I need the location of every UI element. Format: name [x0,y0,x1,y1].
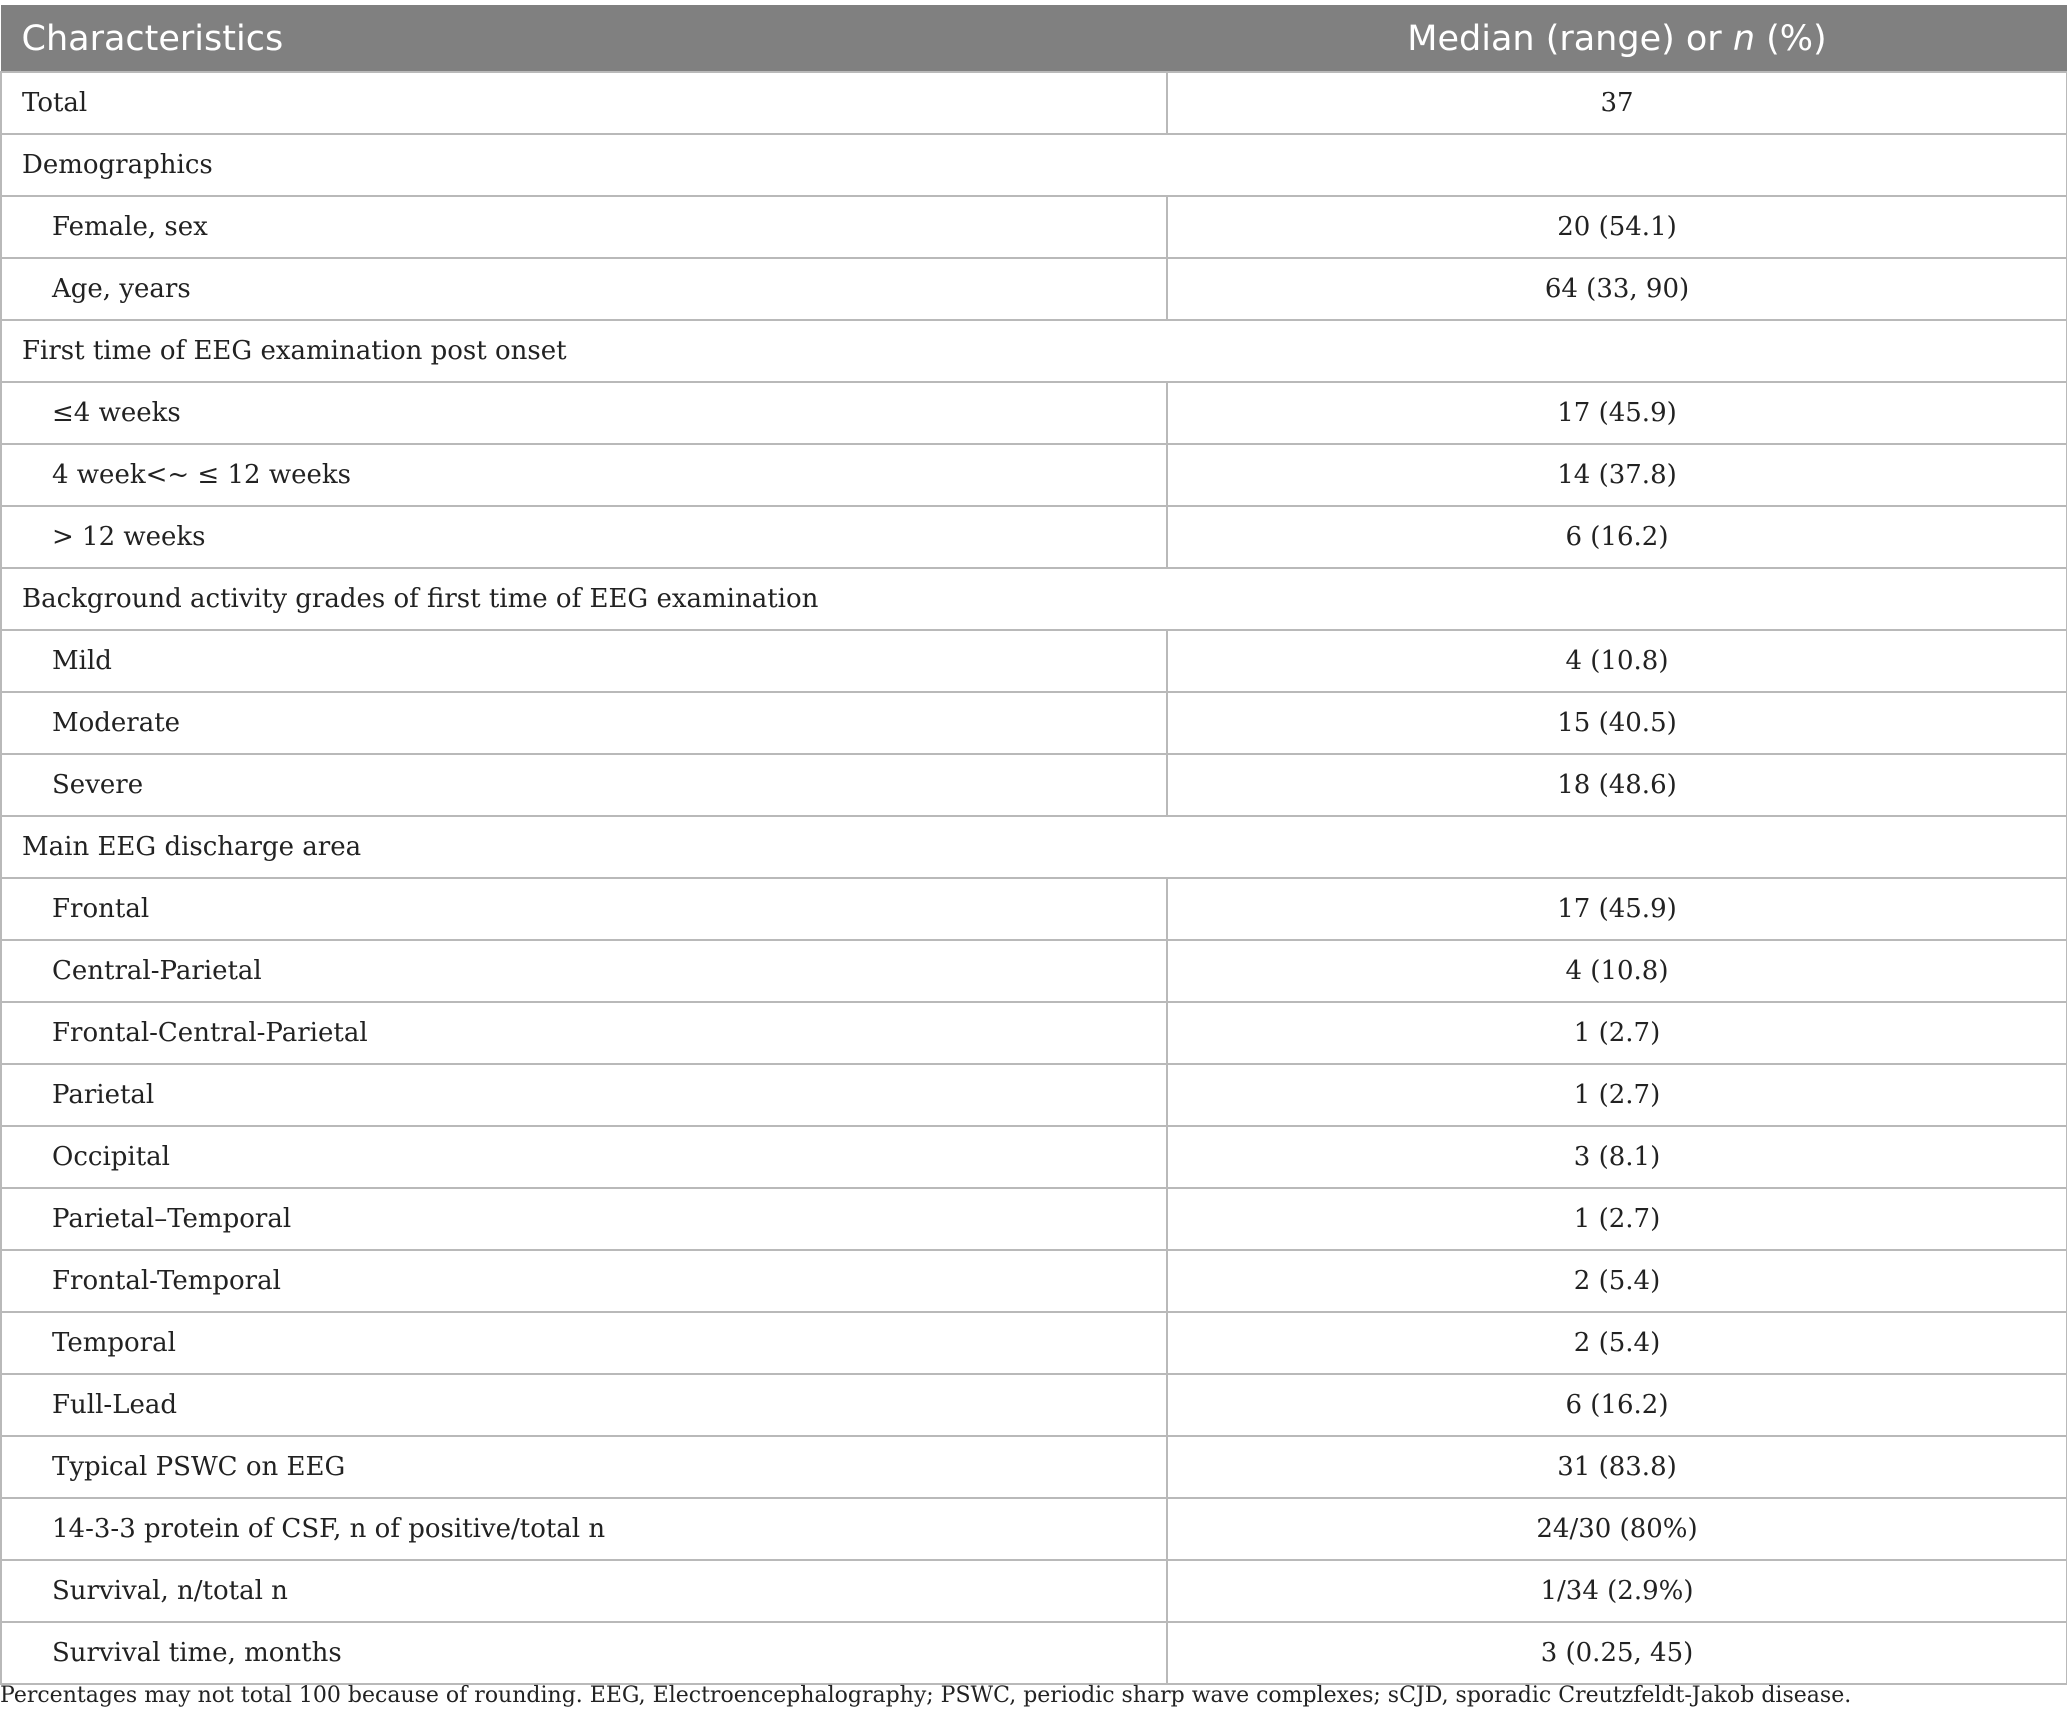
table-row [1,1436,2067,1498]
row-value: 4 (10.8) [1167,630,2067,692]
table-footnote: Percentages may not total 100 because of rounding. EEG, Electroencephalography; PSWC, periodic sharp wave complexes; sCJD, sporadic Creutzfeldt-Jakob disease. [0,1683,1852,1708]
row-value: 3 (0.25, 45) [1167,1622,2067,1684]
header-value-n: n [1732,18,1756,59]
header-value-prefix: Median (range) or [1407,18,1733,59]
section-row [1,320,2067,382]
row-value: 1 (2.7) [1167,1002,2067,1064]
table-row [1,444,2067,506]
header-characteristics: Characteristics [1,6,1167,73]
row-label: Frontal-Temporal [1,1250,1167,1312]
table-row [1,1250,2067,1312]
section-heading: Demographics [1,134,2067,196]
table-body [1,72,2067,1684]
table-header [1,6,2067,73]
row-value: 2 (5.4) [1167,1250,2067,1312]
table-row [1,1188,2067,1250]
row-value: 17 (45.9) [1167,382,2067,444]
row-label: ≤4 weeks [1,382,1167,444]
row-label: Age, years [1,258,1167,320]
row-value: 17 (45.9) [1167,878,2067,940]
row-label: 14-3-3 protein of CSF, n of positive/total n [1,1498,1167,1560]
table-row [1,506,2067,568]
row-label: Parietal–Temporal [1,1188,1167,1250]
row-label: Occipital [1,1126,1167,1188]
row-label: Severe [1,754,1167,816]
table-row [1,630,2067,692]
row-label: Total [1,72,1167,134]
row-label: > 12 weeks [1,506,1167,568]
table-row [1,878,2067,940]
section-row [1,568,2067,630]
table-row [1,1560,2067,1622]
section-heading: Background activity grades of first time of EEG examination [1,568,2067,630]
section-heading: First time of EEG examination post onset [1,320,2067,382]
table-row [1,692,2067,754]
table-row [1,1312,2067,1374]
row-value: 1 (2.7) [1167,1188,2067,1250]
row-value: 18 (48.6) [1167,754,2067,816]
row-label: Full-Lead [1,1374,1167,1436]
row-value: 4 (10.8) [1167,940,2067,1002]
header-row [1,6,2067,73]
row-label: Frontal-Central-Parietal [1,1002,1167,1064]
row-value: 15 (40.5) [1167,692,2067,754]
row-value: 1/34 (2.9%) [1167,1560,2067,1622]
table-row [1,258,2067,320]
row-label: Survival time, months [1,1622,1167,1684]
row-value: 20 (54.1) [1167,196,2067,258]
row-label: Female, sex [1,196,1167,258]
row-value: 6 (16.2) [1167,1374,2067,1436]
row-value: 2 (5.4) [1167,1312,2067,1374]
table-row [1,1126,2067,1188]
table-row [1,196,2067,258]
row-label: Frontal [1,878,1167,940]
table-row [1,72,2067,134]
row-value: 3 (8.1) [1167,1126,2067,1188]
table-row [1,754,2067,816]
section-row [1,816,2067,878]
row-value: 1 (2.7) [1167,1064,2067,1126]
header-value-suffix: (%) [1755,18,1827,59]
table-row [1,1374,2067,1436]
row-label: Temporal [1,1312,1167,1374]
table-row [1,940,2067,1002]
table-row [1,1002,2067,1064]
row-label: Survival, n/total n [1,1560,1167,1622]
row-label: Typical PSWC on EEG [1,1436,1167,1498]
row-label: 4 week<~ ≤ 12 weeks [1,444,1167,506]
row-label: Moderate [1,692,1167,754]
row-value: 24/30 (80%) [1167,1498,2067,1560]
row-label: Parietal [1,1064,1167,1126]
row-value: 31 (83.8) [1167,1436,2067,1498]
row-value: 6 (16.2) [1167,506,2067,568]
section-row [1,134,2067,196]
row-label: Mild [1,630,1167,692]
row-value: 64 (33, 90) [1167,258,2067,320]
row-value: 37 [1167,72,2067,134]
table-row [1,1622,2067,1684]
table-row [1,1064,2067,1126]
header-median-range [1167,6,2067,73]
characteristics-table [0,5,2067,1685]
characteristics-table-container [0,5,2066,1685]
row-value: 14 (37.8) [1167,444,2067,506]
table-row [1,382,2067,444]
table-row [1,1498,2067,1560]
section-heading: Main EEG discharge area [1,816,2067,878]
row-label: Central-Parietal [1,940,1167,1002]
